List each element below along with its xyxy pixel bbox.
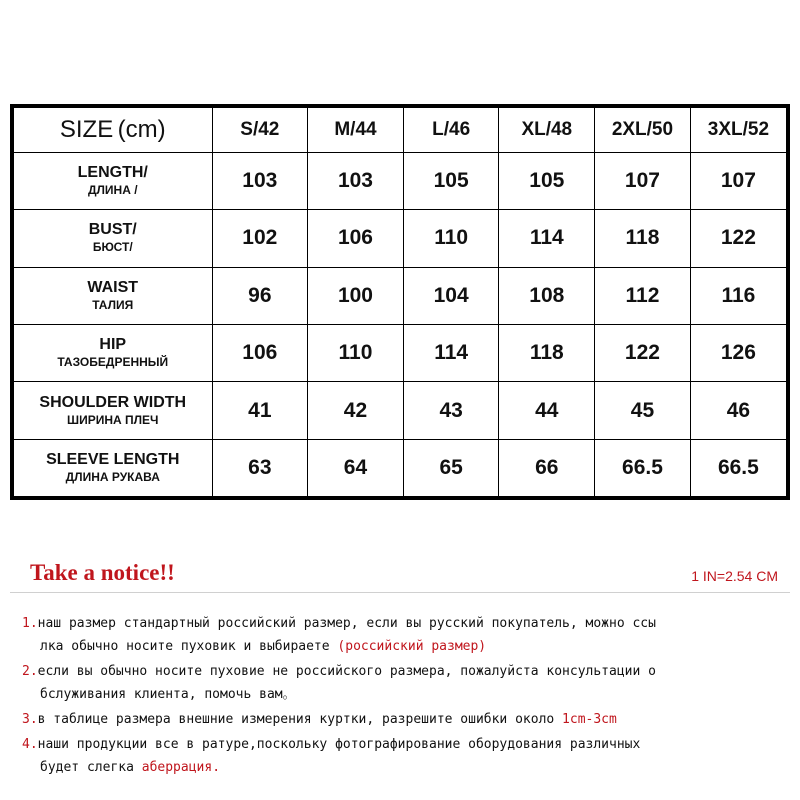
notes-list [22, 612, 792, 781]
size-label: SIZE [59, 115, 114, 143]
table-cell: 66.5 [690, 439, 786, 496]
note-text: наш размер стандартный российский размер, если вы русский покупатель, можно ссы [37, 616, 656, 631]
table-cell: 104 [403, 267, 499, 324]
table-cell: 66.5 [595, 439, 691, 496]
table-cell: 103 [212, 152, 308, 209]
note-number: 1. [22, 616, 38, 631]
table-cell: 96 [212, 267, 308, 324]
table-row [14, 439, 786, 496]
row-label-en: SLEEVE LENGTH [46, 450, 180, 468]
size-header-row [14, 108, 786, 152]
row-label-en: LENGTH/ [77, 163, 148, 181]
table-cell: 44 [499, 382, 595, 439]
row-label-ru: ТАЗОБЕДРЕННЫЙ [57, 355, 169, 370]
table-cell: 65 [403, 439, 499, 496]
note-item [22, 733, 792, 779]
column-header: 2XL/50 [595, 108, 691, 152]
table-cell: 116 [690, 267, 786, 324]
note-text: в таблице размера внешние измерения куртки, разрешите ошибки около [37, 712, 563, 727]
column-header: L/46 [403, 108, 499, 152]
row-label [14, 324, 212, 381]
table-cell: 114 [499, 210, 595, 267]
row-label-en: BUST/ [88, 221, 137, 239]
divider [10, 592, 790, 593]
unit-conversion: 1 IN=2.54 CM [691, 568, 778, 584]
column-header: XL/48 [499, 108, 595, 152]
note-highlight: аберрация. [141, 760, 221, 775]
table-cell: 103 [308, 152, 404, 209]
table-cell: 106 [212, 324, 308, 381]
row-label [14, 152, 212, 209]
table-cell: 45 [595, 382, 691, 439]
table-cell: 106 [308, 210, 404, 267]
size-header-cell [14, 108, 212, 152]
row-label-en: HIP [99, 336, 127, 354]
table-cell: 107 [690, 152, 786, 209]
table-cell: 105 [403, 152, 499, 209]
table-cell: 63 [212, 439, 308, 496]
table-cell: 112 [595, 267, 691, 324]
row-label-ru: ДЛИНА / [87, 182, 138, 197]
row-label [14, 382, 212, 439]
table-row [14, 152, 786, 209]
row-label-en: SHOULDER WIDTH [39, 393, 187, 411]
table-cell: 102 [212, 210, 308, 267]
row-label-en: WAIST [87, 278, 139, 296]
table-cell: 126 [690, 324, 786, 381]
table-cell: 46 [690, 382, 786, 439]
table-row [14, 267, 786, 324]
note-number: 4. [22, 737, 38, 752]
table-cell: 114 [403, 324, 499, 381]
note-continuation: лка обычно носите пуховик и выбираете [40, 639, 338, 654]
note-text: если вы обычно носите пуховие не российского размера, пожалуйста консультации о [37, 664, 656, 679]
note-continuation: бслуживания клиента, помочь вам。 [40, 687, 296, 702]
size-chart-table [10, 104, 790, 500]
table-cell: 110 [403, 210, 499, 267]
table-cell: 118 [499, 324, 595, 381]
table-cell: 122 [690, 210, 786, 267]
table-cell: 108 [499, 267, 595, 324]
note-highlight: 1cm-3cm [562, 712, 617, 727]
row-label [14, 439, 212, 496]
table-row [14, 210, 786, 267]
table-cell: 110 [308, 324, 404, 381]
row-label [14, 210, 212, 267]
note-number: 2. [22, 664, 38, 679]
table-row [14, 324, 786, 381]
column-header: S/42 [212, 108, 308, 152]
row-label-ru: ТАЛИЯ [92, 297, 134, 312]
size-unit: (cm) [117, 115, 166, 143]
note-continuation: будет слегка [40, 760, 142, 775]
note-text: наши продукции все в ратуре,поскольку фотографирование оборудования различных [37, 737, 641, 752]
table-cell: 107 [595, 152, 691, 209]
table-row [14, 382, 786, 439]
row-label-ru: БЮСТ/ [92, 240, 133, 255]
note-item [22, 708, 792, 731]
table-cell: 122 [595, 324, 691, 381]
table-cell: 43 [403, 382, 499, 439]
table-cell: 41 [212, 382, 308, 439]
column-header: 3XL/52 [690, 108, 786, 152]
column-header: M/44 [308, 108, 404, 152]
row-label-ru: ДЛИНА РУКАВА [65, 469, 160, 484]
note-highlight: (российский размер) [337, 639, 487, 654]
table-cell: 105 [499, 152, 595, 209]
note-item [22, 612, 792, 658]
table-cell: 64 [308, 439, 404, 496]
row-label-ru: ШИРИНА ПЛЕЧ [67, 412, 159, 427]
note-number: 3. [22, 712, 38, 727]
table-cell: 42 [308, 382, 404, 439]
table-cell: 100 [308, 267, 404, 324]
note-item [22, 660, 792, 706]
notice-title: Take a notice!! [30, 560, 175, 585]
row-label [14, 267, 212, 324]
table-cell: 118 [595, 210, 691, 267]
table-cell: 66 [499, 439, 595, 496]
